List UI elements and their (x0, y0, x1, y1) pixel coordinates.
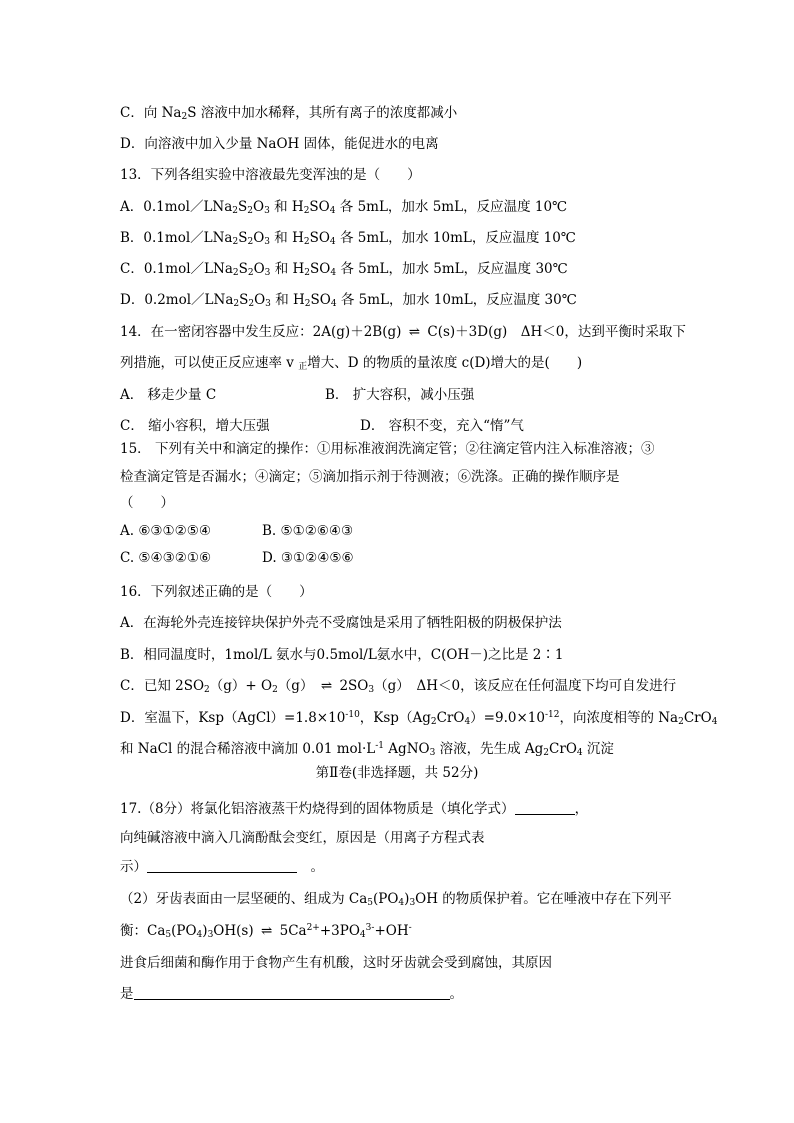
equilibrium-arrow-icon: ⇌ (320, 678, 333, 694)
q16-option-d-line2: 和 NaCl 的混合稀溶液中滴加 0.01 $mol\cdot L^{-1}$ AgNO$_3$ 溶液，先生成 $Ag_2CrO_4$ 沉淀 (120, 741, 614, 758)
q17-part2-line3: 进食后细菌和酶作用于食物产生有机酸，这时牙齿就会受到腐蚀，其原因 (120, 955, 552, 971)
q14-stem-line1: 14．在一密闭容器中发生反应：2A(g)＋2B(g) ⇌ C(s)＋3D(g) ΔH＜0，达到平衡时采取下 (120, 324, 686, 340)
q15-option-d: D. ③①②④⑤⑥ (262, 550, 354, 566)
q12-option-d: D．向溶液中加入少量 NaOH 固体，能促进水的电离 (120, 136, 439, 152)
answer-blank[interactable] (515, 800, 575, 815)
q15-stem-line1: 15． 下列有关中和滴定的操作：①用标准液润洗滴定管；②往滴定管内注入标准溶液；③ (120, 441, 655, 457)
q15-stem-line3: （ ） (120, 495, 174, 511)
q15-stem-line2: 检查滴定管是否漏水；④滴定；⑤滴加指示剂于待测液；⑥洗涤。正确的操作顺序是 (120, 469, 620, 485)
answer-blank[interactable] (134, 985, 450, 1000)
q17-line2: 向纯碱溶液中滴入几滴酚酞会变红，原因是（用离子方程式表 (120, 830, 485, 846)
q14-option-b: B． 扩大容积，减小压强 (325, 387, 475, 403)
q16-option-b: B．相同温度时，1mol/L 氨水与0.5mol/L氨水中，C(OH－)之比是 2∶1 (120, 647, 564, 663)
q14-option-d: D． 容积不变，充入“惰”气 (360, 418, 524, 434)
q14-option-c: C． 缩小容积，增大压强 (120, 418, 270, 434)
q13-option-a: A．$0.1mol/LNa_2S_2O_3$ 和 $H_2SO_4$ 各 5mL，加水 5mL，反应温度 10℃ (120, 199, 568, 216)
q15-option-a: A. ⑥③①②⑤④ (120, 523, 211, 539)
q16-option-a: A．在海轮外壳连接锌块保护外壳不受腐蚀是采用了牺牲阳极的阴极保护法 (120, 615, 562, 631)
q17-part2-line1: （2）牙齿表面由一层坚硬的、组成为 $Ca_5(PO_4)_3OH$ 的物质保护着。它在唾液中存在下列平 (120, 891, 672, 908)
q17-line1: 17.（8分）将氯化铝溶液蒸干灼烧得到的固体物质是（填化学式） ， (120, 801, 589, 817)
q15-option-c: C. ⑤④③②①⑥ (120, 550, 212, 566)
section-title: 第Ⅱ卷(非选择题，共 52分) (315, 765, 479, 781)
q17-line3: 示） 。 (120, 859, 324, 875)
q13-stem: 13．下列各组实验中溶液最先变浑浊的是（ ） (120, 167, 421, 183)
q17-part2-line2: 衡：$Ca_5(PO_4)_3OH(s)$ ⇌ $5Ca^{2+}+3PO_4^{3-}+OH^-$ (120, 923, 412, 940)
q17-part2-line4: 是 。 (120, 986, 463, 1002)
q14-option-a: A． 移走少量 C (120, 387, 217, 403)
q13-option-c: C．$0.1mol/LNa_2S_2O_3$ 和 $H_2SO_4$ 各 5mL，加水 5mL，反应温度 30℃ (120, 261, 568, 278)
q13-option-b: B．$0.1mol/LNa_2S_2O_3$ 和 $H_2SO_4$ 各 5mL，加水 10mL，反应温度 10℃ (120, 230, 576, 247)
q14-stem-line2: 列措施，可以使正反应速率 v $_正$增大、D 的物质的量浓度 c(D)增大的是( ) (120, 355, 583, 372)
equilibrium-arrow-icon: ⇌ (408, 324, 421, 340)
q16-option-c: C．已知 $2SO_2(g)+ O_2(g)$ ⇌ $2SO_3(g)$ ΔH＜0，该反应在任何温度下均可自发进行 (120, 678, 677, 695)
q16-stem: 16．下列叙述正确的是（ ） (120, 584, 313, 600)
q13-option-d: D．$0.2mol/LNa_2S_2O_3$ 和 $H_2SO_4$ 各 5mL，加水 10mL，反应温度 30℃ (120, 292, 577, 309)
q15-option-b: B. ⑤①②⑥④③ (262, 523, 354, 539)
equilibrium-arrow-icon: ⇌ (260, 923, 273, 939)
answer-blank[interactable] (147, 858, 297, 873)
q16-option-d-line1: D．室温下，$Ksp(AgCl)=1.8\times 10^{-10}$，$Ksp(Ag_2CrO_4)=9.0\times 10^{-12}$，向浓度相等的 $Na_2CrO_4$ (120, 710, 718, 727)
q12-option-c: C．向 $Na_2S$ 溶液中加水稀释，其所有离子的浓度都减小 (120, 105, 458, 122)
